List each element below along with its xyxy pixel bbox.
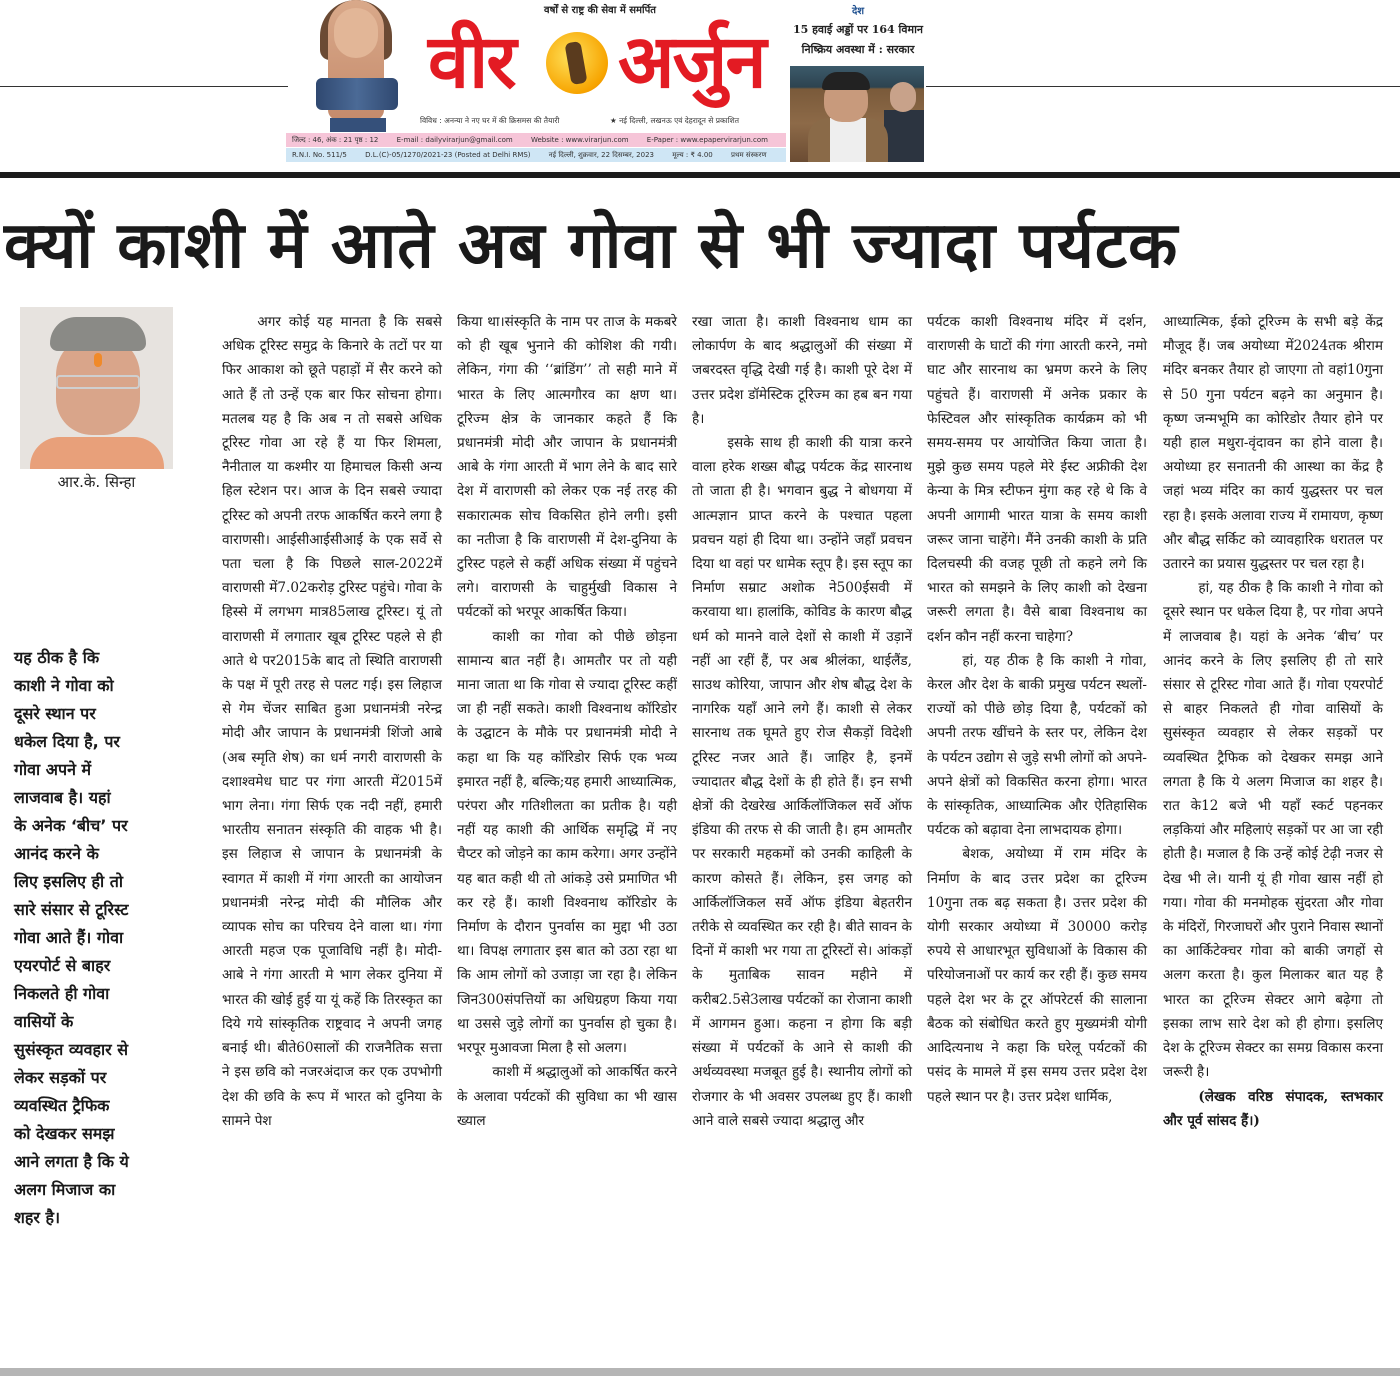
article-column-2 (457, 310, 677, 1133)
price: मूल्य : ₹ 4.00 (672, 151, 713, 159)
masthead-tagline: वर्षों से राष्ट्र की सेवा में समर्पित (544, 5, 656, 16)
article-paragraph: इसके साथ ही काशी की यात्रा करने वाला हरेक शख्स बौद्ध पर्यटक केंद्र सारनाथ तो जाता ही है। भगवान बुद्ध ने बोधगया में आत्मज्ञान प्राप्त करने के पश्चात पहला प्रवचन यहां ही दिया था। उन्होंने जहाँ प्रवचन दिया था वहां पर धामेक स्तूप है। इस स्तूप का निर्माण सम्राट अशोक ने500ईसवी में करवाया था। हालांकि, कोविड के कारण बौद्ध धर्म को मानने वाले देशों से काशी में उड़ानें नहीं आ रहीं हैं, पर अब श्रीलंका, थाईलैंड, साउथ कोरिया, जापान और शेष बौद्ध देश के नागरिक यहाँ आने लगे हैं। काशी से लेकर सारनाथ तक घूमते हुए रोज सैकड़ों विदेशी टूरिस्ट नजर आते हैं। जाहिर है, इनमें ज्यादातर बौद्ध देशों के ही होते हैं। इन सभी क्षेत्रों की देखरेख आर्किलॉजिकल सर्वे ऑफ इंडिया की तरफ से की जाती है। हम आमतौर पर सरकारी महकमों को उनकी काहिली के कारण कोसते हैं। लेकिन, इस जगह को आर्किलॉजिकल सर्वे ऑफ इंडिया बेहतरीन तरीके से व्यवस्थित कर रही है। बीते सावन के दिनों में काशी भर गया ता टूरिस्टों से। आंकड़ों के मुताबिक सावन महीने में करीब2.5से3लाख पर्यटकों का रोजाना काशी में आगमन हुआ। कहना न होगा कि बड़ी संख्या में पर्यटकों के आने से काशी की अर्थव्यवस्था मजबूत हुई है। स्थानीय लोगों को रोजगार के भी अवसर उपलब्ध हुए हैं। काशी आने वाले सबसे ज्यादा श्रद्धालु और (692, 435, 912, 1129)
logo-word-2: अर्जुन (618, 19, 765, 105)
pull-quote-line: लिए इसलिए ही तो (14, 872, 123, 891)
pull-quote-line: गोवा आते हैं। गोवा (14, 928, 124, 947)
article-paragraph: हां, यह ठीक है कि काशी ने गोवा को दूसरे स्थान पर धकेल दिया है, पर गोवा अपने में लाजवाब है। यहां के अनेक ‘बीच’ पर आनंद करने के लिए इसलिए ही तो सारे संसार से टूरिस्ट गोवा आते हैं। गोवा एयरपोर्ट से बाहर निकलते ही गोवा वासियों के सुसंस्कृत व्यवहार से लेकर सड़कों पर व्यवस्थित ट्रैफिक को देखकर समझ आने लगता है कि ये अलग मिजाज का शहर है। रात के12 बजे भी यहाँ स्कर्ट पहनकर लड़कियां और महिलाएं सड़कों पर आ जा रही होती है। मजाल है कि उन्हें कोई टेढ़ी नजर से देख भी ले। यानी यूं ही गोवा खास नहीं हो गया। गोवा की मनमोहक सुंदरता और गोवा के मंदिरों, गिरजाघरों और पुराने निवास स्थानों का आर्किटेक्चर गोवा को बाकी जगहों से अलग करता है। कुल मिलाकर बात यह है भारत का टूरिज्म सेक्टर आगे बढ़ेगा तो इसका लाभ सारे देश को ही होगा। इसलिए देश के टूरिज्म सेक्टर का समग्र विकास करना जरूरी है। (1163, 580, 1383, 1081)
side-news-category: देश (851, 6, 865, 17)
pull-quote-line: गोवा अपने में (14, 760, 92, 779)
website-link[interactable]: Website : www.virarjun.com (530, 136, 629, 144)
pull-quote-line: धकेल दिया है, पर (14, 732, 120, 751)
article-column-4 (927, 310, 1147, 1109)
author-photo (20, 307, 173, 469)
pull-quote-line: लाजवाब है। यहां (14, 788, 111, 807)
photo-face (334, 8, 378, 58)
side-news-photo (790, 66, 924, 162)
masthead-feature-photo[interactable] (290, 0, 420, 132)
side-news-headline-line-2: निष्क्रिय अवस्था में : सरकार (801, 43, 915, 56)
article-paragraph: रखा जाता है। काशी विश्वनाथ धाम का लोकार्पण के बाद श्रद्धालुओं की संख्या में जबरदस्त वृद्धि देखी गई है। काशी पूरे देश में उत्तर प्रदेश डॉमेस्टिक टूरिज्म का हब बन गया है। (692, 314, 912, 427)
article-paragraph: अगर कोई यह मानता है कि सबसे अधिक टूरिस्ट समुद्र के किनारे के तटों पर या फिर आकाश को छूते पहाड़ों में सैर करने को आते हैं तो उन्हें एक बार फिर सोचना होगा। मतलब यह है कि अब न तो सबसे अधिक टूरिस्ट गोवा आ रहे हैं या फिर शिमला, नैनीताल या कश्मीर या हिमाचल किसी अन्य हिल स्टेशन पर। आज के दिन सबसे ज्यादा टूरिस्ट को अपनी तरफ आकर्षित करने लगा है वाराणसी। आईसीआईसीआई के एक सर्वे से पता चला है कि पिछले साल-2022में वाराणसी में7.02करोड़ टुरिस्ट पहुंचे। गोवा के हिस्से में लगभग मात्र85लाख टूरिस्ट। यूं तो वाराणसी में लगातार खूब टूरिस्ट पहले से ही आते थे पर2015के बाद तो स्थिति वाराणसी के पक्ष में पूरी तरह से पलट गई। इस लिहाज से गेम चेंजर साबित हुआ प्रधानमंत्री नरेन्द्र मोदी और जापान के प्रधानमंत्री शिंजो आबे (अब स्मृति शेष) का धर्म नगरी वाराणसी के दशाश्वमेध घाट पर गंगा आरती में2015में भाग लेना। गंगा सिर्फ एक नदी नहीं, हमारी भारतीय सनातन संस्कृति की वाहक भी है। इस लिहाज से जापान के प्रधानमंत्री के स्वागत में काशी में गंगा आरती का आयोजन प्रधानमंत्री नरेन्द्र मोदी की मौलिक और व्यापक सोच का परिचय देने वाला था। गंगा आरती महज एक पूजाविधि नहीं है। मोदी-आबे ने गंगा आरती मे भाग लेकर दुनिया में भारत की खोई हुई या यूं कहें कि तिरस्कृत का दिये गये सांस्कृतिक राष्ट्रवाद ने अपनी जगह बनाई थी। बीते60सालों की राजनैतिक सत्ता ने इस छवि को नजरअंदाज कर एक उपभोगी देश की छवि के रूप में भारत को दुनिया के सामने पेश (222, 314, 442, 1129)
newspaper-logo[interactable] (428, 12, 790, 105)
article-column-3 (692, 310, 912, 1133)
author-credit-note: (लेखक वरिष्ठ संपादक, स्तभकार और पूर्व सांसद हैं।) (1163, 1088, 1383, 1129)
volume-info: जिल्द : 46, अंक : 21 पृष्ठ : 12 (292, 136, 379, 144)
rni-number: R.N.I. No. 511/5 (292, 151, 347, 159)
author-glasses (56, 375, 140, 389)
article-paragraph: काशी में श्रद्धालुओं को आकर्षित करने के अलावा पर्यटकों की सुविधा का भी खास ख्याल (457, 1064, 677, 1129)
pull-quote-line: लेकर सड़कों पर (14, 1068, 107, 1087)
page-bottom-rule (0, 1368, 1400, 1376)
pull-quote-line: आने लगता है कि ये (14, 1152, 129, 1171)
epaper-link[interactable]: E-Paper : www.epapervirarjun.com (646, 136, 768, 144)
author-tilak (94, 353, 102, 367)
published-from: ★ नई दिल्ली, लखनऊ एवं देहरादून से प्रकाशित (610, 116, 740, 125)
archer-emblem-icon (546, 32, 608, 94)
pull-quote-line: निकलते ही गोवा (14, 984, 110, 1003)
photo-skirt (330, 118, 386, 132)
postal-registration: D.L.(C)-05/1270/2021-23 (Posted at Delhi RMS) (365, 151, 531, 159)
article-paragraph: किया था।संस्कृति के नाम पर ताज के मकबरे को ही खूब भुनाने की कोशिश की गयी। लेकिन, गंगा की ‘‘ब्रांडिंग’’ तो सही माने में भारत के लिए आत्मगौरव का क्षण था। टूरिज्म क्षेत्र के जानकार कहते हैं कि प्रधानमंत्री मोदी और जापान के प्रधानमंत्री आबे के गंगा आरती में भाग लेने के बाद सारे देश में वाराणसी को लेकर एक नई तरह की सकारात्मक सोच विकसित होने लगी। इसी का नतीजा है कि वाराणसी में देश-दुनिया के टुरिस्ट पहले से कहीं अधिक संख्या में पहुंचने लगे। वाराणसी के चाहुर्मुखी विकास ने पर्यटकों को भरपूर आकर्षित किया। (457, 314, 677, 621)
edition-label: प्रथम संस्करण (730, 151, 767, 159)
pull-quote-line: के अनेक ‘बीच’ पर (14, 816, 128, 835)
logo-word-1: वीर (428, 19, 515, 105)
masthead-subline (420, 116, 790, 126)
article-paragraph: काशी का गोवा को पीछे छोड़ना सामान्य बात नहीं है। आमतौर पर तो यही माना जाता था कि गोवा से ज्यादा टूरिस्ट कहीं जा ही नहीं सकते। काशी विश्वनाथ कॉरिडोर के उद्घाटन के मौके पर प्रधानमंत्री मोदी ने कहा था कि यह कॉरिडोर सिर्फ एक भव्य इमारत नहीं है, बल्कि;यह हमारी आध्यात्मिक, परंपरा और गतिशीलता का प्रतीक है। यही नहीं यह काशी की आर्थिक समृद्धि में नए चैप्टर को जोड़ने का काम करेगा। अगर उन्होंने यह बात कही थी तो आंकड़े उसे प्रमाणित भी कर रहे हैं। काशी विश्वनाथ कॉरिडोर के निर्माण के दौरान पुनर्वास का मुद्दा भी उठा था। विपक्ष लगातार इस बात को उठा रहा था कि आम लोगों को उजाड़ा जा रहा है। लेकिन जिन300संपत्तियों का अधिग्रहण किया गया था उससे जुड़े लोगों का पुनर्वास हो चुका है। भरपूर मुआवजा मिला है सो अलग। (457, 628, 677, 1057)
masthead-right-rule (926, 86, 1400, 87)
pull-quote-line: एयरपोर्ट से बाहर (14, 956, 111, 975)
pull-quote-line: यह ठीक है कि (14, 648, 100, 667)
masthead (0, 0, 1400, 170)
photo-person-1-shirt (830, 118, 866, 162)
article-paragraph: आध्यात्मिक, ईको टूरिज्म के सभी बड़े केंद्र मौजूद हैं। जब अयोध्या में2024तक श्रीराम मंदिर बनकर तैयार हो जाएगा तो वहां10गुना से 50 गुना पर्यटन बढ़ने का अनुमान है। कृष्ण जन्मभूमि का कोरिडोर तैयार होने पर यही हाल मथुरा-वृंदावन का होने वाला है।अयोध्या हर सनातनी की आस्था का केंद्र है जहां भव्य मंदिर का कार्य युद्धस्तर पर चल रहा है। इसके अलावा राज्य में रामायण, कृष्ण और बौद्ध सर्किट को व्यावहारिक धरातल पर उतारने का प्रयास युद्धस्तर पर चल रहा है। (1163, 314, 1383, 573)
side-news-headline-line-1: 15 हवाई अड्डों पर 164 विमान (792, 23, 924, 36)
pull-quote-line: दूसरे स्थान पर (14, 704, 96, 723)
article-column-5 (1163, 310, 1383, 1133)
pull-quote-line: वासियों के (14, 1012, 74, 1031)
article-paragraph: पर्यटक काशी विश्वनाथ मंदिर में दर्शन, वाराणसी के घाटों की गंगा आरती करने, नमो घाट और सारनाथ का भ्रमण करने के लिए पहुंचते हैं। वाराणसी में अनेक प्रकार के फेस्टिवल और सांस्कृतिक कार्यक्रम को भी समय-समय पर आयोजित किया जाता है। मुझे कुछ समय पहले मेरे ईस्ट अफ्रीकी देश केन्या के मित्र स्टीफन मुंगा कह रहे थे कि वे अपनी आगामी भारत यात्रा के समय काशी जरूर जाना चाहेंगे। मैंने उनकी काशी के प्रति दिलचस्पी की वजह पूछी तो कहने लगे कि भारत को समझने के लिए काशी को देखना जरूरी लगता है। वैसे बाबा विश्वनाथ का दर्शन कौन नहीं करना चाहेगा? (927, 314, 1147, 645)
side-news-teaser[interactable] (788, 0, 928, 165)
pull-quote-line: को देखकर समझ (14, 1124, 115, 1143)
pull-quote-line: सुसंस्कृत व्यवहार से (14, 1040, 129, 1059)
pull-quote-line: व्यवस्थित ट्रैफिक (14, 1096, 110, 1115)
pull-quote-line: अलग मिजाज का (14, 1180, 116, 1199)
photo-person-1-hair (822, 72, 870, 90)
info-band-blue (286, 148, 786, 162)
photo-outfit (316, 78, 398, 110)
email-link[interactable]: E-mail : dailyvirarjun@gmail.com (396, 136, 513, 144)
author-kurta (30, 437, 164, 469)
masthead-left-rule (0, 86, 288, 87)
feature-teaser[interactable]: विविध : अनन्या ने नए घर में की क्रिसमस की तैयारी (420, 116, 560, 125)
masthead-divider (0, 172, 1400, 178)
article-headline: क्यों काशी में आते अब गोवा से भी ज्यादा पर्यटक (4, 209, 1179, 283)
edition-date: नई दिल्ली, शुक्रवार, 22 दिसम्बर, 2023 (548, 151, 654, 159)
pull-quote-line: आनंद करने के (14, 844, 99, 863)
photo-person-2-face (890, 82, 916, 112)
photo-person-2-body (884, 110, 924, 162)
article-paragraph: हां, यह ठीक है कि काशी ने गोवा, केरल और देश के बाकी प्रमुख पर्यटन स्थलों-राज्यों को पीछे छोड़ दिया है, पर्यटकों को अपनी तरफ खींचने के स्तर पर, लेकिन देश के पर्यटन उद्योग से जुड़े सभी लोगों को अपने-अपने क्षेत्रों को विकसित करना होगा। भारत के सांस्कृतिक, आध्यात्मिक और ऐतिहासिक पर्यटक को बढ़ावा देना लाभदायक होगा। (927, 652, 1147, 839)
article-paragraph: बेशक, अयोध्या में राम मंदिर के निर्माण के बाद उत्तर प्रदेश का टूरिज्म 10गुना तक बढ़ सकता है। उत्तर प्रदेश की योगी सरकार अयोध्या में 30000 करोड़ रुपये से आधारभूत सुविधाओं के विकास की परियोजनाओं पर कार्य कर रही हैं। कुछ समय पहले देश भर के टूर ऑपरेटर्स की सालाना बैठक को संबोधित करते हुए मुख्यमंत्री योगी आदित्यनाथ ने कहा कि घरेलू पर्यटकों की पसंद के मामले में इस समय उत्तर प्रदेश देश पहले स्थान पर है। उत्तर प्रदेश धार्मिक, (927, 846, 1147, 1105)
pull-quote-line: शहर है। (14, 1208, 61, 1227)
article-column-1 (222, 310, 442, 1133)
info-band-pink (286, 133, 786, 147)
pull-quote-line: सारे संसार से टूरिस्ट (14, 900, 129, 919)
author-hair (50, 317, 146, 351)
pull-quote-line: काशी ने गोवा को (14, 676, 114, 695)
pull-quote (14, 644, 204, 1232)
author-byline: आर.के. सिन्हा (57, 473, 136, 491)
